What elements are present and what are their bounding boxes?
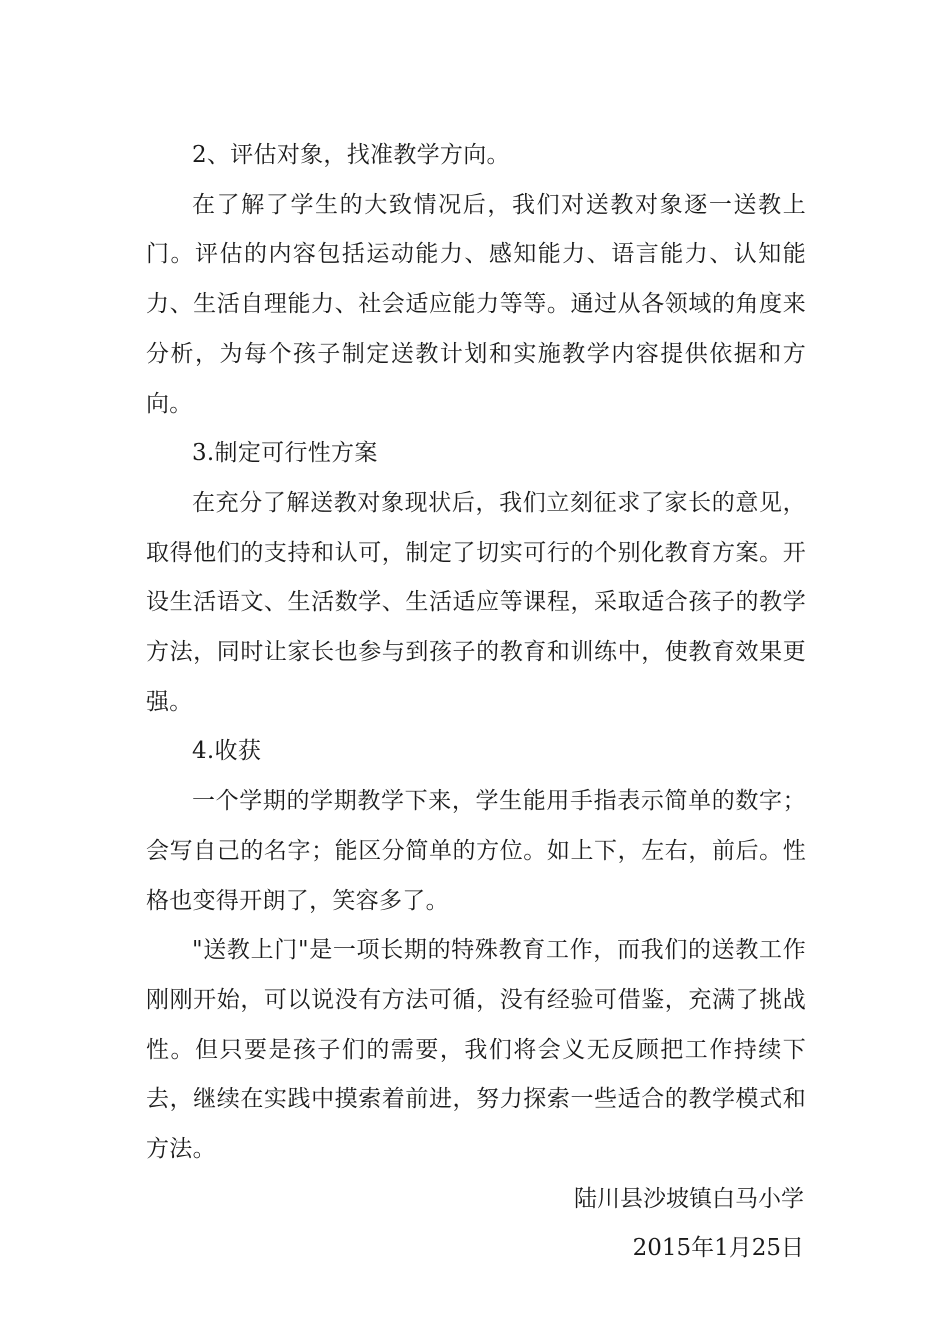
- paragraph-conclusion: "送教上门"是一项长期的特殊教育工作，而我们的送教工作刚刚开始，可以说没有方法可循，没有经验可借鉴，充满了挑战性。但只要是孩子们的需要，我们将会义无反顾把工作持续下去，继续在实践中摸索着前进，努力探索一些适合的教学模式和方法。: [146, 937, 806, 1163]
- section-heading-results: 4.收获: [192, 738, 262, 765]
- document-body: [146, 131, 806, 1274]
- signature-date: 2015年1月25日: [632, 1235, 804, 1262]
- paragraph-plan: 在充分了解送教对象现状后，我们立刻征求了家长的意见，取得他们的支持和认可，制定了切实可行的个别化教育方案。开设生活语文、生活数学、生活适应等课程，采取适合孩子的教学方法，同时让家长也参与到孩子的教育和训练中，使教育效果更强。: [146, 489, 806, 715]
- paragraph-results: 一个学期的学期教学下来，学生能用手指表示简单的数字；会写自己的名字；能区分简单的方位。如上下，左右，前后。性格也变得开朗了，笑容多了。: [146, 788, 806, 914]
- section-heading-plan: 3.制定可行性方案: [192, 440, 378, 467]
- paragraph-assessment: 在了解了学生的大致情况后，我们对送教对象逐一送教上门。评估的内容包括运动能力、感知能力、语言能力、认知能力、生活自理能力、社会适应能力等等。通过从各领域的角度来分析，为每个孩子制定送教计划和实施教学内容提供依据和方向。: [146, 191, 806, 417]
- signature-school: 陆川县沙坡镇白马小学: [574, 1185, 804, 1212]
- section-heading-assessment: 2、评估对象，找准教学方向。: [192, 142, 510, 168]
